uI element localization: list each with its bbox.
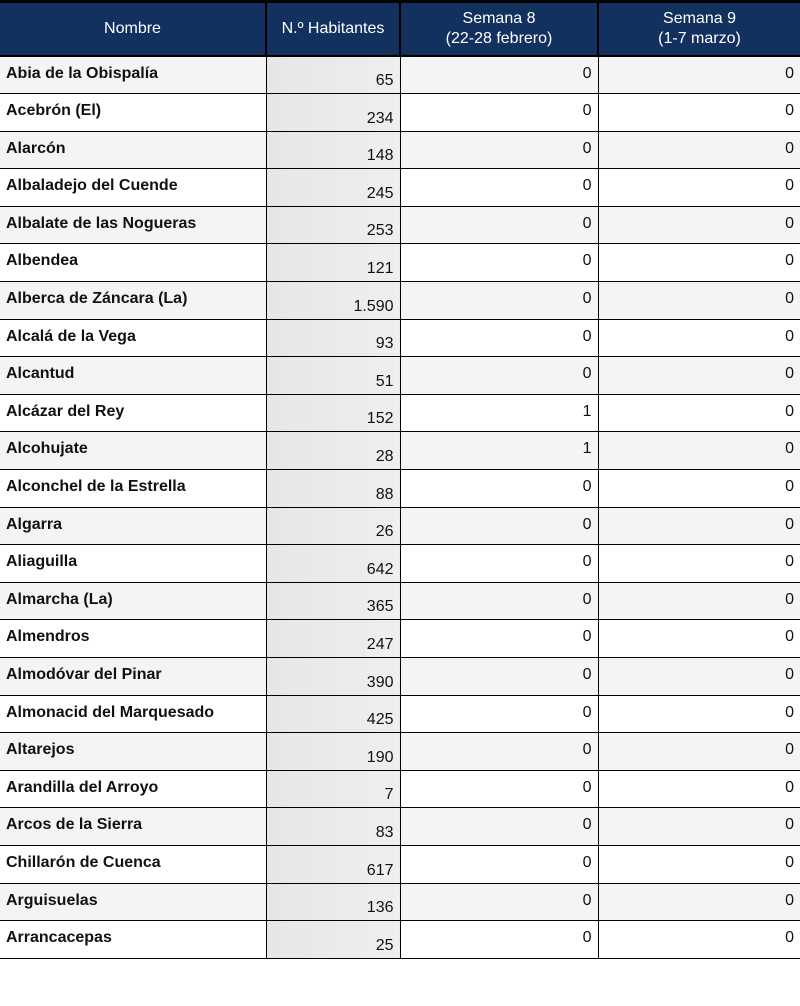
cell-semana9: 0 [598, 658, 800, 696]
cell-nombre: Abia de la Obispalía [0, 56, 266, 94]
cell-nombre: Almarcha (La) [0, 582, 266, 620]
cell-semana9: 0 [598, 56, 800, 94]
table-row [0, 845, 800, 883]
table-row [0, 808, 800, 846]
table-row [0, 319, 800, 357]
cell-semana9: 0 [598, 620, 800, 658]
table-row [0, 470, 800, 508]
cell-nombre: Alconchel de la Estrella [0, 470, 266, 508]
cell-semana8: 0 [400, 470, 598, 508]
cell-semana9: 0 [598, 131, 800, 169]
cell-semana8: 0 [400, 883, 598, 921]
cell-habitantes: 25 [266, 921, 400, 959]
cell-nombre: Aliaguilla [0, 545, 266, 583]
cell-semana8: 0 [400, 921, 598, 959]
cell-semana8: 0 [400, 770, 598, 808]
cell-semana8: 1 [400, 432, 598, 470]
cell-semana9: 0 [598, 921, 800, 959]
cell-nombre: Arcos de la Sierra [0, 808, 266, 846]
cell-nombre: Alcázar del Rey [0, 394, 266, 432]
header-semana8-dates: (22-28 febrero) [445, 30, 553, 47]
table-row [0, 545, 800, 583]
cell-semana8: 0 [400, 733, 598, 771]
cell-nombre: Acebrón (El) [0, 94, 266, 132]
table-row [0, 620, 800, 658]
cell-semana8: 0 [400, 620, 598, 658]
header-nombre: Nombre [0, 2, 266, 57]
cell-semana9: 0 [598, 808, 800, 846]
cell-semana8: 0 [400, 845, 598, 883]
table-row [0, 770, 800, 808]
cell-habitantes: 245 [266, 169, 400, 207]
header-semana9-title: Semana 9 [663, 10, 736, 27]
cell-habitantes: 247 [266, 620, 400, 658]
table-row [0, 582, 800, 620]
cell-habitantes: 1.590 [266, 282, 400, 320]
cell-semana8: 0 [400, 244, 598, 282]
table-row [0, 206, 800, 244]
cell-nombre: Chillarón de Cuenca [0, 845, 266, 883]
cell-semana8: 0 [400, 94, 598, 132]
cell-semana9: 0 [598, 206, 800, 244]
cell-habitantes: 234 [266, 94, 400, 132]
table-row [0, 733, 800, 771]
cell-semana9: 0 [598, 470, 800, 508]
cell-habitantes: 190 [266, 733, 400, 771]
cell-semana8: 0 [400, 282, 598, 320]
table-row [0, 94, 800, 132]
header-habitantes: N.º Habitantes [266, 2, 400, 57]
cell-semana8: 0 [400, 169, 598, 207]
table-row [0, 169, 800, 207]
cell-semana8: 0 [400, 507, 598, 545]
cell-semana9: 0 [598, 582, 800, 620]
cell-nombre: Almonacid del Marquesado [0, 695, 266, 733]
cell-semana8: 0 [400, 131, 598, 169]
table-row [0, 244, 800, 282]
cell-semana8: 0 [400, 56, 598, 94]
cell-semana9: 0 [598, 282, 800, 320]
cell-habitantes: 93 [266, 319, 400, 357]
table-row [0, 921, 800, 959]
cell-nombre: Arguisuelas [0, 883, 266, 921]
table-row [0, 282, 800, 320]
cell-semana9: 0 [598, 545, 800, 583]
cell-nombre: Alberca de Záncara (La) [0, 282, 266, 320]
cell-habitantes: 26 [266, 507, 400, 545]
cell-habitantes: 51 [266, 357, 400, 395]
cell-habitantes: 390 [266, 658, 400, 696]
cell-semana8: 0 [400, 357, 598, 395]
cell-nombre: Arrancacepas [0, 921, 266, 959]
cell-habitantes: 148 [266, 131, 400, 169]
cell-habitantes: 83 [266, 808, 400, 846]
cell-habitantes: 253 [266, 206, 400, 244]
cell-habitantes: 617 [266, 845, 400, 883]
cell-semana8: 0 [400, 582, 598, 620]
cell-semana9: 0 [598, 770, 800, 808]
cell-semana8: 0 [400, 319, 598, 357]
table-row [0, 131, 800, 169]
cell-habitantes: 121 [266, 244, 400, 282]
table-row [0, 883, 800, 921]
header-semana8 [400, 2, 598, 57]
table-row [0, 695, 800, 733]
cell-semana9: 0 [598, 733, 800, 771]
cell-semana9: 0 [598, 169, 800, 207]
header-semana8-title: Semana 8 [462, 10, 536, 27]
cell-habitantes: 152 [266, 394, 400, 432]
cell-semana8: 0 [400, 206, 598, 244]
cell-habitantes: 425 [266, 695, 400, 733]
cell-habitantes: 136 [266, 883, 400, 921]
cell-semana9: 0 [598, 507, 800, 545]
cell-habitantes: 88 [266, 470, 400, 508]
cell-semana8: 0 [400, 658, 598, 696]
table-row [0, 56, 800, 94]
cell-semana8: 0 [400, 695, 598, 733]
cell-semana9: 0 [598, 883, 800, 921]
cell-semana9: 0 [598, 845, 800, 883]
cell-nombre: Alcantud [0, 357, 266, 395]
cell-nombre: Alcalá de la Vega [0, 319, 266, 357]
cell-nombre: Arandilla del Arroyo [0, 770, 266, 808]
header-semana9-dates: (1-7 marzo) [658, 30, 741, 47]
cell-habitantes: 365 [266, 582, 400, 620]
cell-semana9: 0 [598, 357, 800, 395]
cell-habitantes: 7 [266, 770, 400, 808]
cell-habitantes: 642 [266, 545, 400, 583]
cell-semana9: 0 [598, 244, 800, 282]
cell-nombre: Almodóvar del Pinar [0, 658, 266, 696]
cell-semana9: 0 [598, 319, 800, 357]
header-semana9 [598, 2, 800, 57]
cell-nombre: Alarcón [0, 131, 266, 169]
cell-semana8: 0 [400, 545, 598, 583]
cell-semana9: 0 [598, 432, 800, 470]
table-row [0, 432, 800, 470]
cell-semana8: 0 [400, 808, 598, 846]
cell-nombre: Almendros [0, 620, 266, 658]
cell-semana9: 0 [598, 394, 800, 432]
cell-semana9: 0 [598, 94, 800, 132]
cell-nombre: Albalate de las Nogueras [0, 206, 266, 244]
header-row [0, 2, 800, 57]
table-row [0, 357, 800, 395]
cell-semana8: 1 [400, 394, 598, 432]
cell-nombre: Alcohujate [0, 432, 266, 470]
cell-nombre: Altarejos [0, 733, 266, 771]
table-row [0, 507, 800, 545]
cell-nombre: Algarra [0, 507, 266, 545]
cell-habitantes: 28 [266, 432, 400, 470]
cell-nombre: Albendea [0, 244, 266, 282]
cell-semana9: 0 [598, 695, 800, 733]
cell-habitantes: 65 [266, 56, 400, 94]
cell-nombre: Albaladejo del Cuende [0, 169, 266, 207]
table-row [0, 658, 800, 696]
table-row [0, 394, 800, 432]
